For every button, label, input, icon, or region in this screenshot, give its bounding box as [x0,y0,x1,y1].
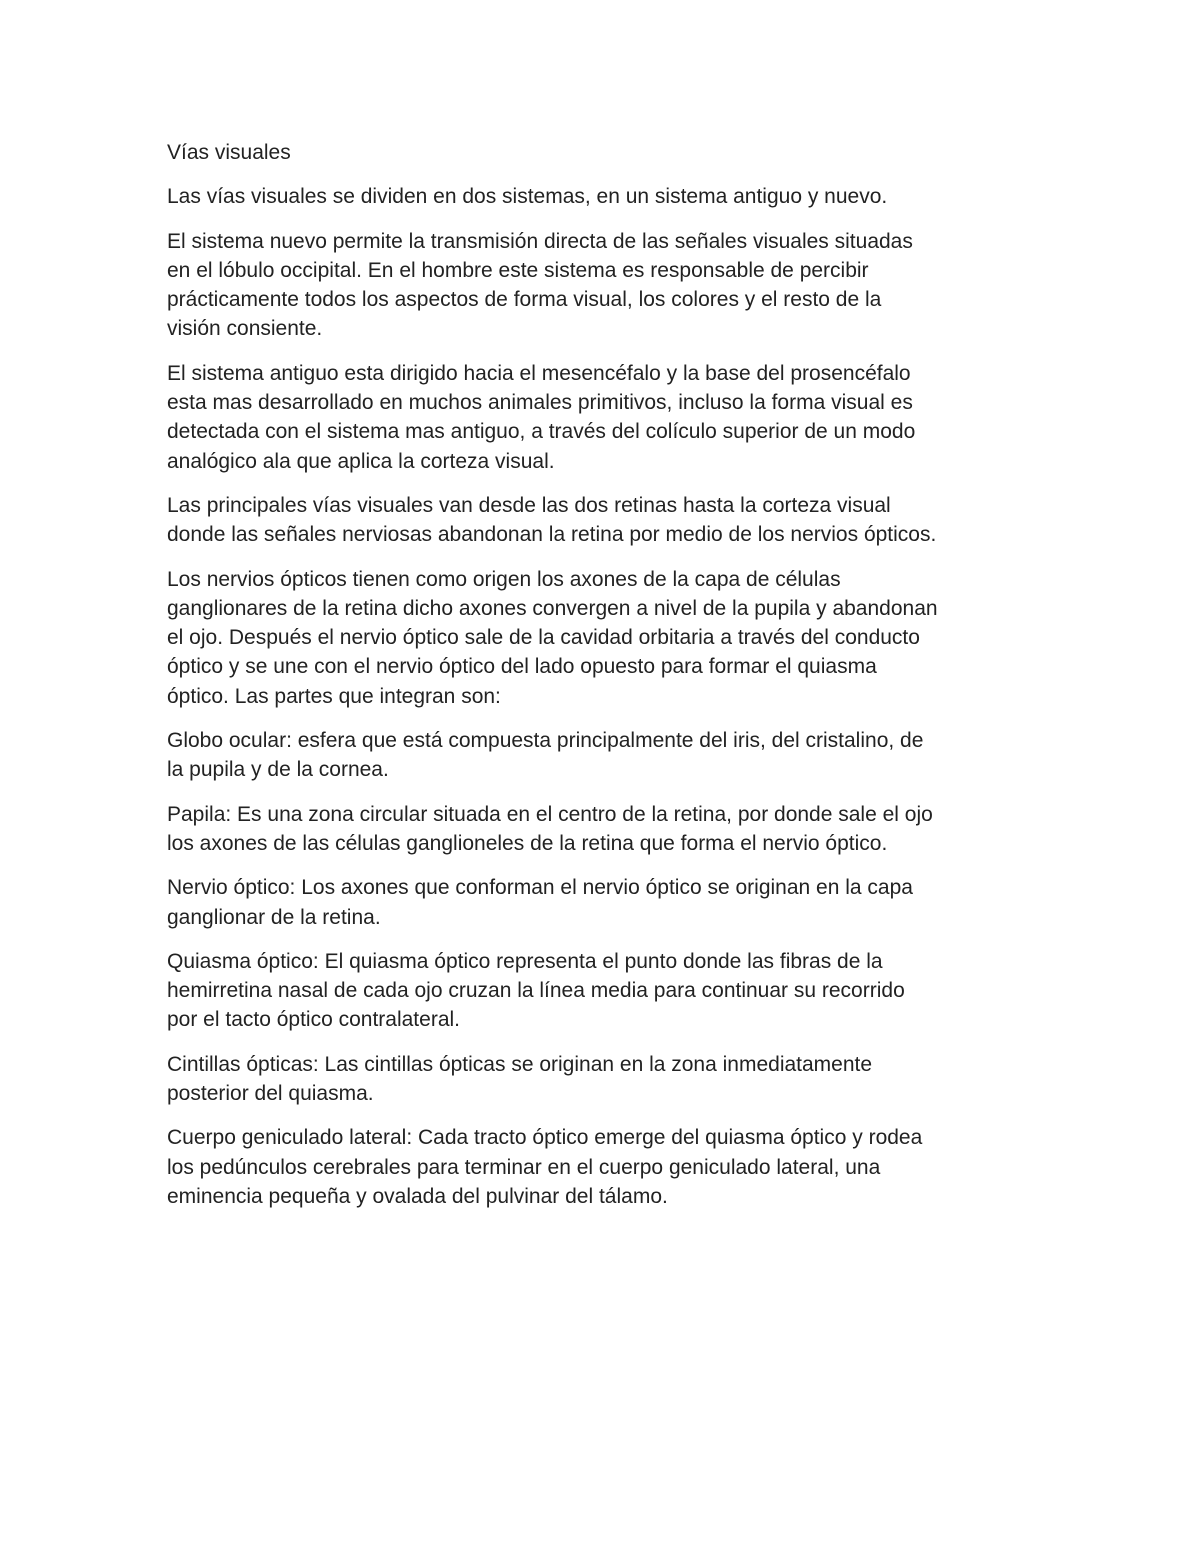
paragraph-eyeball: Globo ocular: esfera que está compuesta principalmente del iris, del cristalino, de la pupila y de la cornea. [167,729,924,782]
paragraph-papilla: Papila: Es una zona circular situada en el centro de la retina, por donde sale el ojo los axones de las células ganglioneles de la retina que forma el nervio óptico. [167,802,933,855]
paragraph-main-pathways: Las principales vías visuales van desde las dos retinas hasta la corteza visual donde las señales nerviosas abandonan la retina por medio de los nervios ópticos. [167,493,937,547]
paragraph-intro: Las vías visuales se dividen en dos sistemas, en un sistema antiguo y nuevo. [167,185,888,209]
paragraph-new-system: El sistema nuevo permite la transmisión directa de las señales visuales situadas en el lóbulo occipital. En el hombre este sistema es responsable de percibir prácticamente todos los aspectos de forma visual, los colores y el resto de la visión consiente. [167,229,913,341]
paragraph-lateral-geniculate: Cuerpo geniculado lateral: Cada tracto óptico emerge del quiasma óptico y rodea los pedúnculos cerebrales para terminar en el cuerpo geniculado lateral, una eminencia pequeña y ovalada del pulvinar del tálamo. [167,1126,923,1208]
paragraph-optic-nerve: Nervio óptico: Los axones que conforman el nervio óptico se originan en la capa ganglionar de la retina. [167,876,913,929]
document-title: Vías visuales [167,141,291,164]
paragraph-optic-tracts: Cintillas ópticas: Las cintillas ópticas se originan en la zona inmediatamente posterior del quiasma. [167,1052,873,1106]
paragraph-optic-chiasm: Quiasma óptico: El quiasma óptico representa el punto donde las fibras de la hemirretina nasal de cada ojo cruzan la línea media para continuar su recorrido por el tacto óptico contralateral. [167,949,905,1032]
document-page [167,138,1047,1226]
paragraph-old-system: El sistema antiguo esta dirigido hacia el mesencéfalo y la base del prosencéfalo esta mas desarrollado en muchos animales primitivos, incluso la forma visual es detectada con el sistema mas antiguo, a través del colículo superior de un modo analógico ala que aplica la corteza visual. [167,361,916,473]
paragraph-optic-nerves: Los nervios ópticos tienen como origen los axones de la capa de células ganglionares de la retina dicho axones convergen a nivel de la pupila y abandonan el ojo. Después el nervio óptico sale de la cavidad orbitaria a través del conducto óptico y se une con el nervio óptico del lado opuesto para formar el quiasma óptico. Las partes que integran son: [167,567,938,708]
